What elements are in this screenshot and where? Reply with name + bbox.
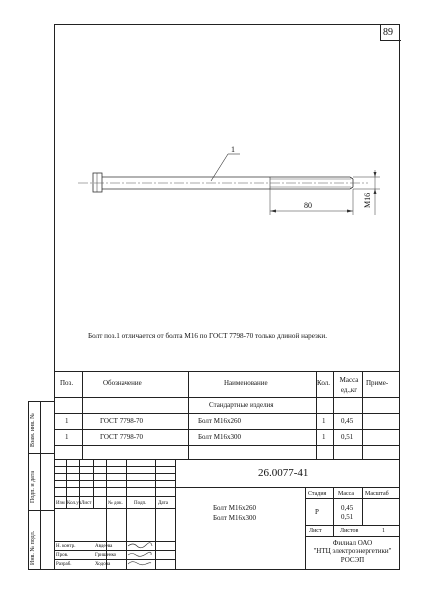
header-qty: Кол. [317, 379, 330, 387]
header-name: Наименование [224, 379, 268, 387]
tb-organization [305, 539, 400, 564]
header-designation: Обозначение [103, 379, 142, 387]
tb-name-1: Авдеева [95, 544, 113, 549]
org-line-1: Филиал ОАО [332, 539, 373, 547]
doc-code: 26.0077-41 [258, 467, 309, 479]
tb-mass-label: Масса [338, 491, 355, 497]
tb-stage-label: Стадия [308, 491, 327, 497]
tb-col-list: Лист [81, 501, 92, 506]
tb-name-3: Ходова [95, 562, 111, 567]
org-line-2: "НТЦ электроэнергетики" [313, 547, 392, 556]
row-name: Болт М16х260 [198, 417, 241, 425]
page-number: 89 [383, 27, 393, 38]
header-mass: Масса ед.,кг [339, 376, 359, 395]
row-name: Болт М16х300 [198, 433, 241, 441]
side-label-inv-dub: Взам. инв. № [30, 413, 36, 447]
tb-role-3: Разраб. [56, 562, 72, 567]
tb-item-name-1: Болт М16х260 [213, 504, 256, 512]
row-designation: ГОСТ 7798-70 [100, 433, 144, 441]
side-label-sign-date: Подп. и дата [30, 470, 36, 503]
row-designation: ГОСТ 7798-70 [100, 417, 144, 425]
drawing-note: Болт поз.1 отличается от болта М16 по ГОСТ 7798-70 только длиной нарезки. [88, 332, 328, 340]
tb-item-name-2: Болт М16х300 [213, 514, 256, 522]
tb-name-2: Гришенко [95, 553, 117, 558]
tb-sheet-label: Лист [309, 528, 322, 534]
tb-scale-label: Масштаб [365, 491, 389, 497]
org-line-3: РОСЭП [340, 555, 365, 564]
header-note: Приме- [366, 379, 389, 387]
side-label-inv-orig: Инв. № подл. [30, 530, 36, 565]
row-qty: 1 [322, 417, 326, 425]
thread-dimension: M16 [363, 192, 372, 208]
tb-col-date: Дата [158, 501, 168, 506]
row-mass: 0,51 [341, 433, 354, 441]
row-mass: 0,45 [341, 417, 354, 425]
tb-role-2: Пров. [56, 553, 69, 558]
tb-stage-value: Р [315, 508, 319, 516]
tb-mass-value-1: 0,45 [341, 504, 354, 512]
length-dimension: 80 [304, 201, 312, 210]
row-pos: 1 [65, 417, 69, 425]
leader-label: 1 [231, 145, 235, 154]
row-qty: 1 [322, 433, 326, 441]
tb-col-sign: Подп. [134, 501, 147, 506]
tb-sheets-value: 1 [382, 528, 385, 534]
header-pos: Поз. [60, 379, 74, 387]
tb-col-doc: № док. [108, 501, 123, 506]
tb-role-1: Н. контр. [56, 544, 76, 549]
tb-sheets-label: Листов [340, 528, 359, 534]
tb-col-izm: Изм [56, 501, 65, 506]
section-title: Стандартные изделия [209, 401, 274, 409]
tb-col-kol: Кол.уч [67, 501, 82, 506]
tb-mass-value-2: 0,51 [341, 513, 354, 521]
row-pos: 1 [65, 433, 69, 441]
